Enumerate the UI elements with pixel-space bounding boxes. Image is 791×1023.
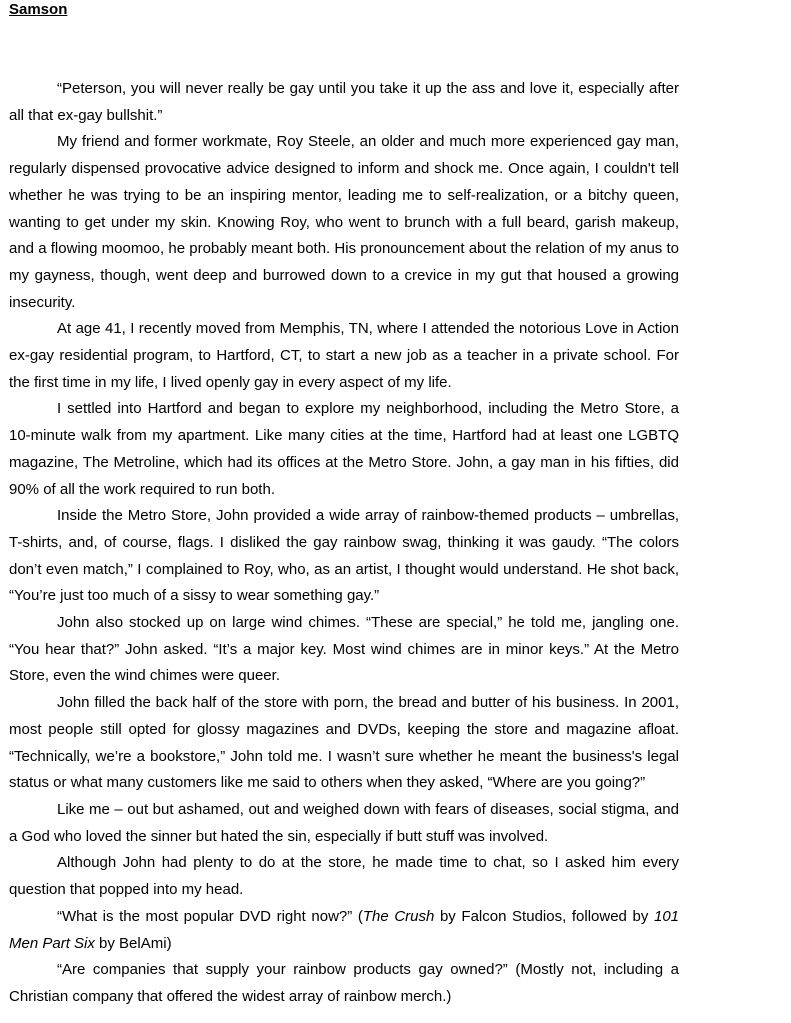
text-run: Inside the Metro Store, John provided a wide array of rainbow-themed products – umbrellas, T-shirts, and, of course, flags. I disliked the gay rainbow swag, thinking it was gaudy. “The colors don’t even match,” I complained to Roy, who, as an artist, I thought would understand. He shot back, “You’re just too much of a sissy to wear something gay.”	[9, 507, 679, 605]
text-run: John filled the back half of the store with porn, the bread and butter of his business. In 2001, most people still opted for glossy magazines and DVDs, keeping the store and magazine afloat. “Technically, we’re a bookstore,” John told me. I wasn’t sure whether he meant the business's legal status or what many customers like me said to others when they asked, “Where are you going?”	[9, 694, 679, 792]
body-paragraph	[9, 904, 679, 957]
text-run: Although John had plenty to do at the store, he made time to chat, so I asked him every question that popped into my head.	[9, 854, 679, 899]
text-run: Like me – out but ashamed, out and weighed down with fears of diseases, social stigma, and a God who loved the sinner but hated the sin, especially if butt stuff was involved.	[9, 800, 679, 845]
body-paragraph	[9, 129, 679, 316]
body-paragraph	[9, 610, 679, 690]
document-body	[9, 76, 679, 1011]
body-paragraph	[9, 797, 679, 850]
italic-text-run: The Crush	[362, 907, 435, 925]
document-title: Samson	[9, 1, 68, 18]
document-page	[9, 0, 679, 1011]
text-run: “Peterson, you will never really be gay until you take it up the ass and love it, especially after all that ex-gay bullshit.”	[9, 80, 679, 124]
text-run: by BelAmi)	[94, 934, 172, 952]
text-run: At age 41, I recently moved from Memphis, TN, where I attended the notorious Love in Action ex-gay residential program, to Hartford, CT, to start a new job as a teacher in a private school. For the first time in my life, I lived openly gay in every aspect of my life.	[9, 320, 679, 391]
body-paragraph	[9, 503, 679, 610]
italic-text-run: 101 Men Part Six	[9, 907, 680, 952]
text-run: I settled into Hartford and began to explore my neighborhood, including the Metro Store, a 10-minute walk from my apartment. Like many cities at the time, Hartford had at least one LGBTQ magazine, The Metroline, which had its offices at the Metro Store. John, a gay man in his fifties, did 90% of all the work required to run both.	[9, 400, 679, 498]
text-run: My friend and former workmate, Roy Steele, an older and much more experienced gay man, regularly dispensed provocative advice designed to inform and shock me. Once again, I couldn't tell whether he was trying to be an inspiring mentor, leading me to self-realization, or a bitchy queen, wanting to get under my skin. Knowing Roy, who went to brunch with a full beard, garish makeup, and a flowing moomoo, he probably meant both. His pronouncement about the relation of my anus to my gayness, though, went deep and burrowed down to a crevice in my gut that housed a growing insecurity.	[9, 133, 679, 311]
body-paragraph	[9, 850, 679, 903]
text-run: by Falcon Studios, followed by	[434, 907, 654, 925]
body-paragraph	[9, 690, 679, 797]
text-run: John also stocked up on large wind chimes. “These are special,” he told me, jangling one. “You hear that?” John asked. “It’s a major key. Most wind chimes are in minor keys.” At the Metro Store, even the wind chimes were queer.	[9, 614, 679, 685]
body-paragraph	[9, 76, 679, 129]
body-paragraph	[9, 396, 679, 503]
text-run: “Are companies that supply your rainbow products gay owned?” (Mostly not, including a Christian company that offered the widest array of rainbow merch.)	[9, 961, 679, 1005]
body-paragraph	[9, 316, 679, 396]
text-run: “What is the most popular DVD right now?” (	[57, 907, 363, 925]
body-paragraph	[9, 957, 679, 1010]
